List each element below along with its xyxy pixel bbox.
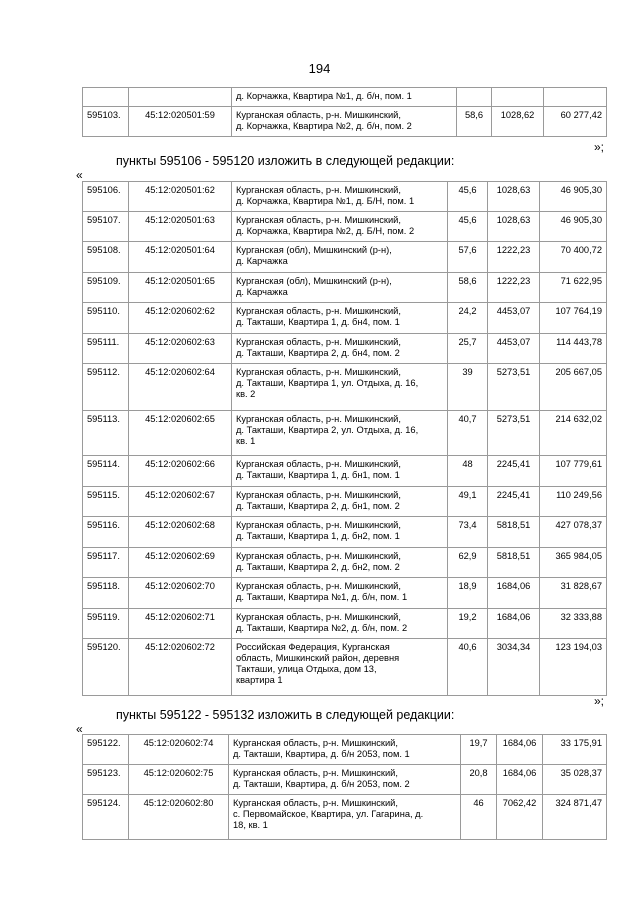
registry-table-continued: [82, 87, 607, 137]
table-row: [83, 487, 607, 517]
address-line: Курганская область, р-н. Мишкинский,: [236, 110, 401, 120]
unit-value-cell: 1684,06: [497, 765, 543, 795]
cadastral-number-cell: 45:12:020501:65: [129, 273, 232, 303]
item-number-cell: 595112.: [83, 364, 129, 411]
address-line: Курганская область, р-н. Мишкинский,: [236, 215, 401, 225]
registry-table-595106-595120: [82, 181, 607, 696]
address-line: д. Такташи, Квартира 1, д. бн2, пом. 1: [236, 531, 400, 541]
area-cell: 62,9: [448, 548, 488, 578]
cadastral-value-cell: 107 779,61: [540, 456, 607, 487]
item-number-cell: 595113.: [83, 411, 129, 456]
item-number-cell: 595103.: [83, 107, 129, 137]
address-line: кв. 1: [236, 436, 256, 446]
item-number-cell: 595124.: [83, 795, 129, 840]
item-number-cell: 595119.: [83, 609, 129, 639]
cadastral-value-cell: 33 175,91: [543, 735, 607, 765]
address-line: 18, кв. 1: [233, 820, 268, 830]
table-row: [83, 578, 607, 609]
closing-quote-mark: »;: [594, 694, 605, 708]
unit-value-cell: 4453,07: [488, 303, 540, 334]
address-line: Курганская область, р-н. Мишкинский,: [236, 367, 401, 377]
address-line: Курганская область, р-н. Мишкинский,: [236, 551, 401, 561]
address-line: д. Корчажка, Квартира №1, д. Б/Н, пом. 1: [236, 196, 415, 206]
item-number-cell: 595108.: [83, 242, 129, 273]
table-row: [83, 609, 607, 639]
address-line: д. Такташи, Квартира 2, д. бн4, пом. 2: [236, 348, 400, 358]
table-row: [83, 517, 607, 548]
area-cell: 25,7: [448, 334, 488, 364]
item-number-cell: 595123.: [83, 765, 129, 795]
area-cell: 45,6: [448, 182, 488, 212]
table-row: [83, 242, 607, 273]
item-number-cell: 595117.: [83, 548, 129, 578]
cadastral-number-cell: 45:12:020602:66: [129, 456, 232, 487]
cadastral-number-cell: 45:12:020602:65: [129, 411, 232, 456]
address-line: с. Первомайское, Квартира, ул. Гагарина, д.: [233, 809, 424, 819]
cadastral-value-cell: [544, 88, 607, 107]
cadastral-number-cell: 45:12:020602:74: [129, 735, 229, 765]
item-number-cell: 595115.: [83, 487, 129, 517]
address-cell: [232, 334, 448, 364]
table-row: [83, 364, 607, 411]
unit-value-cell: 1222,23: [488, 242, 540, 273]
address-cell: [232, 107, 457, 137]
address-cell: [232, 609, 448, 639]
address-line: д. Карчажка: [236, 287, 288, 297]
address-line: д. Корчажка, Квартира №1, д. б/н, пом. 1: [236, 91, 412, 101]
item-number-cell: [83, 88, 129, 107]
table-row: [83, 182, 607, 212]
item-number-cell: 595114.: [83, 456, 129, 487]
cadastral-number-cell: 45:12:020501:62: [129, 182, 232, 212]
cadastral-number-cell: 45:12:020602:72: [129, 639, 232, 696]
address-line: д. Такташи, Квартира 1, ул. Отдыха, д. 16,: [236, 378, 419, 388]
amendment-paragraph: пункты 595122 - 595132 изложить в следующей редакции:: [116, 708, 455, 722]
address-line: Курганская область, р-н. Мишкинский,: [236, 490, 401, 500]
address-line: д. Такташи, Квартира, д. б/н 2053, пом. 2: [233, 779, 410, 789]
address-line: Курганская область, р-н. Мишкинский,: [236, 612, 401, 622]
cadastral-value-cell: 32 333,88: [540, 609, 607, 639]
address-line: д. Такташи, Квартира 2, ул. Отдыха, д. 16,: [236, 425, 419, 435]
address-cell: [232, 456, 448, 487]
address-line: д. Такташи, Квартира 1, д. бн4, пом. 1: [236, 317, 400, 327]
amendment-paragraph: пункты 595106 - 595120 изложить в следующей редакции:: [116, 154, 455, 168]
cadastral-number-cell: 45:12:020602:70: [129, 578, 232, 609]
area-cell: 58,6: [457, 107, 492, 137]
cadastral-value-cell: 46 905,30: [540, 212, 607, 242]
cadastral-number-cell: 45:12:020602:80: [129, 795, 229, 840]
item-number-cell: 595111.: [83, 334, 129, 364]
address-cell: [232, 273, 448, 303]
address-line: д. Такташи, Квартира 2, д. бн1, пом. 2: [236, 501, 400, 511]
address-line: д. Корчажка, Квартира №2, д. б/н, пом. 2: [236, 121, 412, 131]
address-cell: [232, 364, 448, 411]
item-number-cell: 595109.: [83, 273, 129, 303]
address-line: Курганская (обл), Мишкинский (р-н),: [236, 245, 392, 255]
address-cell: [232, 242, 448, 273]
unit-value-cell: 1028,62: [492, 107, 544, 137]
address-cell: [232, 548, 448, 578]
cadastral-number-cell: 45:12:020602:67: [129, 487, 232, 517]
address-line: Курганская область, р-н. Мишкинский,: [236, 414, 401, 424]
address-line: д. Такташи, Квартира, д. б/н 2053, пом. 1: [233, 749, 410, 759]
cadastral-number-cell: 45:12:020602:63: [129, 334, 232, 364]
unit-value-cell: [492, 88, 544, 107]
address-line: д. Такташи, Квартира №2, д. б/н, пом. 2: [236, 623, 408, 633]
table-row: [83, 765, 607, 795]
cadastral-value-cell: 324 871,47: [543, 795, 607, 840]
item-number-cell: 595118.: [83, 578, 129, 609]
area-cell: 46: [461, 795, 497, 840]
table-row: [83, 88, 607, 107]
address-line: Курганская область, р-н. Мишкинский,: [233, 798, 398, 808]
cadastral-value-cell: 46 905,30: [540, 182, 607, 212]
area-cell: 19,7: [461, 735, 497, 765]
address-cell: [232, 212, 448, 242]
cadastral-value-cell: 35 028,37: [543, 765, 607, 795]
address-cell: [232, 578, 448, 609]
unit-value-cell: 1028,63: [488, 212, 540, 242]
cadastral-value-cell: 205 667,05: [540, 364, 607, 411]
address-line: Курганская область, р-н. Мишкинский,: [236, 185, 401, 195]
address-line: д. Такташи, Квартира 2, д. бн2, пом. 2: [236, 562, 400, 572]
area-cell: 18,9: [448, 578, 488, 609]
cadastral-value-cell: 123 194,03: [540, 639, 607, 696]
area-cell: 49,1: [448, 487, 488, 517]
table-row: [83, 795, 607, 840]
item-number-cell: 595122.: [83, 735, 129, 765]
area-cell: 40,6: [448, 639, 488, 696]
address-cell: [232, 182, 448, 212]
address-cell: [232, 303, 448, 334]
cadastral-value-cell: 114 443,78: [540, 334, 607, 364]
address-cell: [232, 639, 448, 696]
address-line: Такташи, улица Отдыха, дом 13,: [236, 664, 377, 674]
address-line: кв. 2: [236, 389, 256, 399]
cadastral-value-cell: 31 828,67: [540, 578, 607, 609]
area-cell: 73,4: [448, 517, 488, 548]
table-row: [83, 639, 607, 696]
cadastral-number-cell: 45:12:020602:75: [129, 765, 229, 795]
address-line: Курганская область, р-н. Мишкинский,: [236, 337, 401, 347]
cadastral-value-cell: 107 764,19: [540, 303, 607, 334]
area-cell: 39: [448, 364, 488, 411]
registry-table-595122-595132: [82, 734, 607, 840]
area-cell: 48: [448, 456, 488, 487]
unit-value-cell: 1222,23: [488, 273, 540, 303]
unit-value-cell: 1684,06: [497, 735, 543, 765]
table-row: [83, 456, 607, 487]
item-number-cell: 595116.: [83, 517, 129, 548]
opening-quote-mark: «: [76, 168, 83, 182]
area-cell: 57,6: [448, 242, 488, 273]
unit-value-cell: 3034,34: [488, 639, 540, 696]
unit-value-cell: 5818,51: [488, 548, 540, 578]
cadastral-value-cell: 60 277,42: [544, 107, 607, 137]
address-cell: [232, 411, 448, 456]
unit-value-cell: 5818,51: [488, 517, 540, 548]
address-line: Курганская область, р-н. Мишкинский,: [236, 459, 401, 469]
area-cell: [457, 88, 492, 107]
cadastral-value-cell: 71 622,95: [540, 273, 607, 303]
address-line: Курганская область, р-н. Мишкинский,: [233, 768, 398, 778]
cadastral-value-cell: 110 249,56: [540, 487, 607, 517]
cadastral-value-cell: 70 400,72: [540, 242, 607, 273]
unit-value-cell: 2245,41: [488, 456, 540, 487]
area-cell: 40,7: [448, 411, 488, 456]
address-line: Курганская (обл), Мишкинский (р-н),: [236, 276, 392, 286]
address-line: Курганская область, р-н. Мишкинский,: [233, 738, 398, 748]
address-line: Курганская область, р-н. Мишкинский,: [236, 520, 401, 530]
area-cell: 19,2: [448, 609, 488, 639]
unit-value-cell: 5273,51: [488, 411, 540, 456]
closing-quote-mark: »;: [594, 140, 605, 154]
address-cell: [232, 88, 457, 107]
unit-value-cell: 1028,63: [488, 182, 540, 212]
table-row: [83, 273, 607, 303]
cadastral-number-cell: 45:12:020602:71: [129, 609, 232, 639]
address-cell: [229, 735, 461, 765]
area-cell: 58,6: [448, 273, 488, 303]
address-cell: [229, 795, 461, 840]
item-number-cell: 595107.: [83, 212, 129, 242]
opening-quote-mark: «: [76, 722, 83, 736]
address-line: Курганская область, р-н. Мишкинский,: [236, 581, 401, 591]
table-row: [83, 548, 607, 578]
cadastral-number-cell: [129, 88, 232, 107]
address-line: Курганская область, р-н. Мишкинский,: [236, 306, 401, 316]
item-number-cell: 595110.: [83, 303, 129, 334]
cadastral-value-cell: 365 984,05: [540, 548, 607, 578]
table-row: [83, 107, 607, 137]
address-line: д. Такташи, Квартира №1, д. б/н, пом. 1: [236, 592, 408, 602]
unit-value-cell: 5273,51: [488, 364, 540, 411]
table-row: [83, 735, 607, 765]
address-cell: [229, 765, 461, 795]
area-cell: 24,2: [448, 303, 488, 334]
table-row: [83, 334, 607, 364]
address-line: Российская Федерация, Курганская: [236, 642, 390, 652]
address-line: область, Мишкинский район, деревня: [236, 653, 400, 663]
cadastral-number-cell: 45:12:020602:62: [129, 303, 232, 334]
cadastral-number-cell: 45:12:020602:64: [129, 364, 232, 411]
address-line: квартира 1: [236, 675, 283, 685]
address-line: д. Такташи, Квартира 1, д. бн1, пом. 1: [236, 470, 400, 480]
unit-value-cell: 1684,06: [488, 609, 540, 639]
address-cell: [232, 517, 448, 548]
unit-value-cell: 1684,06: [488, 578, 540, 609]
cadastral-number-cell: 45:12:020501:64: [129, 242, 232, 273]
item-number-cell: 595120.: [83, 639, 129, 696]
table-row: [83, 411, 607, 456]
item-number-cell: 595106.: [83, 182, 129, 212]
unit-value-cell: 2245,41: [488, 487, 540, 517]
cadastral-value-cell: 427 078,37: [540, 517, 607, 548]
cadastral-number-cell: 45:12:020602:69: [129, 548, 232, 578]
cadastral-number-cell: 45:12:020501:59: [129, 107, 232, 137]
address-cell: [232, 487, 448, 517]
cadastral-value-cell: 214 632,02: [540, 411, 607, 456]
address-line: д. Корчажка, Квартира №2, д. Б/Н, пом. 2: [236, 226, 415, 236]
table-row: [83, 212, 607, 242]
area-cell: 45,6: [448, 212, 488, 242]
address-line: д. Карчажка: [236, 256, 288, 266]
unit-value-cell: 4453,07: [488, 334, 540, 364]
cadastral-number-cell: 45:12:020602:68: [129, 517, 232, 548]
area-cell: 20,8: [461, 765, 497, 795]
table-row: [83, 303, 607, 334]
cadastral-number-cell: 45:12:020501:63: [129, 212, 232, 242]
unit-value-cell: 7062,42: [497, 795, 543, 840]
page-number: 194: [308, 61, 331, 76]
